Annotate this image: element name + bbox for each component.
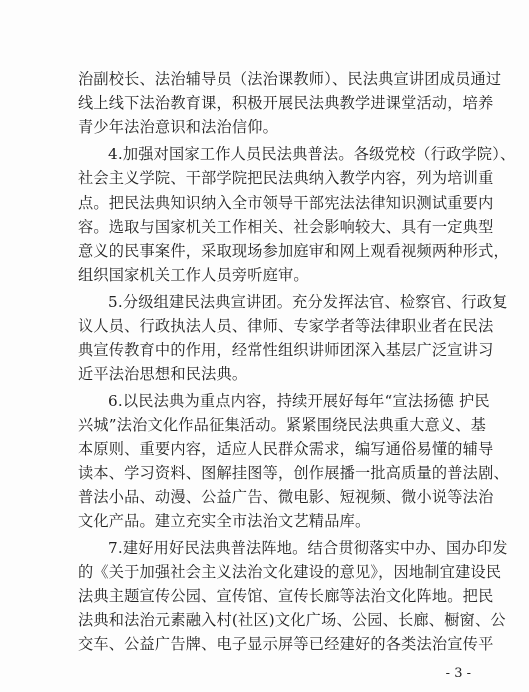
text-line: 兴城”法治文化作品征集活动。紧紧围绕民法典重大意义、基	[78, 416, 487, 434]
page-number: - 3 -	[445, 666, 471, 681]
text-line: 读本、学习资料、图解挂图等，创作展播一批高质量的普法剧、	[78, 464, 509, 482]
text-line: 交车、公益广告牌、电子显示屏等已经建好的各类法治宣传平	[78, 635, 494, 653]
paragraph-5-heading-line: 5.分级组建民法典宣讲团。充分发挥法官、检察官、行政复	[108, 293, 508, 311]
text-line: 线上线下法治教育课，积极开展民法典教学进课堂活动，培养	[78, 94, 494, 112]
text-line: 组织国家机关工作人员旁听庭审。	[78, 266, 309, 284]
text-line: 治副校长、法治辅导员（法治课教师）、民法典宣讲团成员通过	[78, 70, 502, 88]
text-line: 社会主义学院、干部学院把民法典纳入教学内容，列为培训重	[78, 169, 494, 187]
text-line: 近平法治思想和民法典。	[78, 365, 248, 383]
paragraph-6-heading-line: 6.以民法典为重点内容，持续开展好每年“宣法扬德 护民	[108, 392, 490, 410]
text-line: 文化产品。建立充实全市法治文艺精品库。	[78, 512, 371, 530]
paragraph-4-heading-line: 4.加强对国家工作人员民法典普法。各级党校（行政学院）、	[108, 145, 516, 163]
text-line: 的《关于加强社会主义法治文化建设的意见》，因地制宜建设民	[78, 563, 502, 581]
text-line: 典宣传教育中的作用，经常性组织讲师团深入基层广泛宣讲习	[78, 341, 494, 359]
text-line: 青少年法治意识和法治信仰。	[78, 118, 279, 136]
text-line: 法典和法治元素融入村(社区)文化广场、公园、长廊、橱窗、公	[78, 611, 506, 629]
text-line: 意义的民事案件，采取现场参加庭审和网上观看视频两种形式，	[78, 242, 509, 260]
text-line: 议人员、行政执法人员、律师、专家学者等法律职业者在民法	[78, 317, 494, 335]
paragraph-7-heading-line: 7.建好用好民法典普法阵地。结合贯彻落实中办、国办印发	[108, 539, 508, 557]
text-line: 点。把民法典知识纳入全市领导干部宪法法律知识测试重要内	[78, 194, 494, 212]
text-line: 本原则、重要内容，适应人民群众需求，编写通俗易懂的辅导	[78, 440, 494, 458]
text-line: 容。选取与国家机关工作相关、社会影响较大、具有一定典型	[78, 218, 494, 236]
text-line: 法典主题宣传公园、宣传馆、宣传长廊等法治文化阵地。把民	[78, 587, 494, 605]
text-line: 普法小品、动漫、公益广告、微电影、短视频、微小说等法治	[78, 488, 494, 506]
